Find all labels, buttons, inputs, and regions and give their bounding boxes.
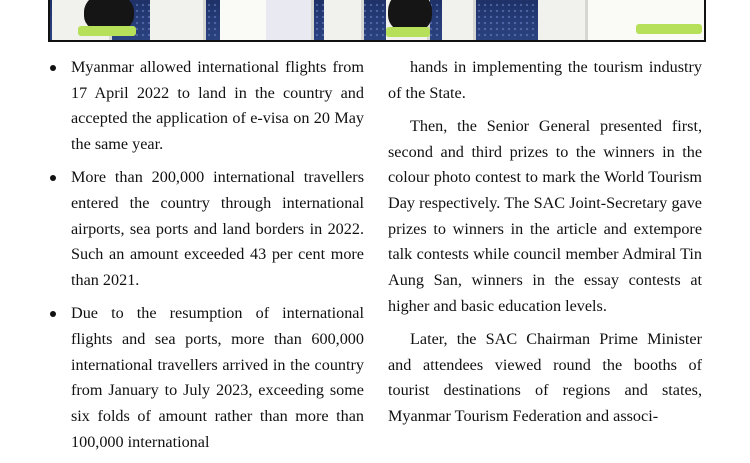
bullet-list	[48, 55, 364, 456]
table-cloth-green	[636, 24, 702, 34]
bullet-text: More than 200,000 international travellers entered the country through international airports, sea ports and land borders in 2022. Such an amount exceeded 43 per cent more than 2021.	[71, 168, 364, 290]
bullet-dot	[50, 311, 56, 317]
attendee-scarf	[78, 26, 136, 36]
attendee-scarf	[386, 27, 430, 37]
bullet-item	[48, 165, 364, 294]
chair	[538, 0, 588, 40]
bullet-text: Myanmar allowed international flights from 17 April 2022 to land in the country and accepted the application of e-visa on 20 May the same year.	[71, 58, 364, 154]
bullet-item	[48, 55, 364, 158]
bullet-dot	[50, 65, 56, 71]
paragraph: Then, the Senior General presented first, second and third prizes to the winners in the colour photo contest to mark the World Tourism Day respectively. The SAC Joint-Secretary gave prizes to winners in the article and extempore talk contests while council member Admiral Tin Aung San, winners in the essay contests at higher and basic education levels.	[388, 116, 702, 315]
chair	[150, 0, 206, 40]
bullet-text: Due to the resumption of international flights and sea ports, more than 600,000 international travellers arrived in the country from January to July 2023, exceeding some six folds of amount rather than more than 100,000 international	[71, 304, 364, 451]
paragraph: hands in implementing the tourism industry of the State.	[388, 58, 702, 102]
event-photo	[48, 0, 706, 42]
left-column	[48, 55, 364, 463]
chair	[266, 0, 314, 40]
chair	[442, 0, 476, 40]
chair	[324, 0, 364, 40]
right-column	[388, 55, 702, 437]
paragraph: Later, the SAC Chairman Prime Minister and attendees viewed round the booths of tourist destinations of regions and states, Myanmar Tourism Federation and associ-	[388, 330, 702, 426]
bullet-item	[48, 301, 364, 455]
bullet-dot	[50, 175, 56, 181]
